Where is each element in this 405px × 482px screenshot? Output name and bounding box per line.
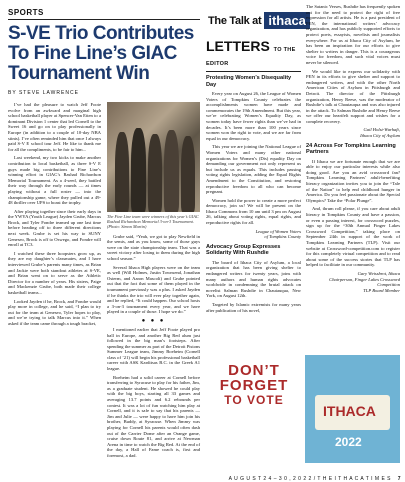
letters-title	[206, 40, 301, 68]
letter-signature	[306, 127, 400, 138]
ad-year: 2022	[335, 435, 362, 449]
sports-para: I watched these three hoopsters grow up, as they are my daughter’s classmates, and I have interviewed Grube’s parents many times, as Brian and Jackie were both standout athletes at S-VE, and Brian went on to serve as the Athletic Director for a number of years. His sisters, Paige and Mackenzie Grube, both made their college basketball teams...	[8, 250, 101, 295]
sig-line: of Tompkins County	[264, 234, 301, 240]
letter-para: And, thrum roll please, if you care about adult literacy in Tompkins County and have a passion, or even a passing interest, for crossword puzzles, sign up for the “30th Annual Finger Lakes Crossword Competition,” taking place on September 24th in support of the work of Tompkins Learning Partners (TLP). Visit our website at Crossword-competition.com to register for this completely virtual competition and to read about some of the success stories that TLP has helped to facilitate in our community.	[306, 206, 400, 268]
letters-col-1	[206, 40, 301, 316]
sig-line: Ithaca City of Asylum	[360, 133, 400, 139]
sports-col-2	[107, 102, 200, 462]
brand-sub: com	[301, 28, 308, 32]
letter-para: Women hold the power to create a more perfect democracy, join us! We will be present on the Ithaca Commons from 10 am until 3 pm on August 26, talking about voting rights, equal rights, and reproductive rights for all.	[206, 197, 301, 226]
sig-line: Chairperson, Finger Lakes Crossword	[329, 276, 400, 282]
sports-para: Last weekend, my two kicks to make another contribution to local basketball, as three S-V E guys made big contributions to Fine Line’s winning effort in GIAC’s Rashad Richardson Memorial Tournament. As a 4-seed, they battled their way through the early rounds — at times playing without a full roster — into the championship game, where they pulled out a 49-48 thriller over UPS to boast the trophy.	[8, 155, 101, 206]
letter-para: We would like to express our solidarity with PEN in its efforts to give shelter and support to endangered writers, and with the other North American Cities of Asylum in Pittsburgh and Detroit. The director of the Pittsburgh organization, Henry Reese, was the moderator of Rushdie’s talk at Chautauqua and was also injured in the attack. To Salman Rushdie and Henry Reese we offer our heartfelt support and wishes for a complete recovery.	[306, 68, 400, 124]
headline: S-VE Trio Contributes To Fine Line’s GIAC Tournament Win	[8, 23, 194, 84]
sports-para: Boeheim had a solid career at Cornell before transferring to Syracuse to play for his father, Jim, as a graduate student. He showed he could play with the big boys, starting all 33 games and averaging 13.7 points and 6.2 rebounds per contest. It was a lot of fun watching him play at Cornell, and it is safe to say that his parents — Jim and Julie — were happy to have him join his brother, Buddy, at Syracuse. When Jimmy was playing for Cornell his parents would often dash out of the Carrier Dome after an Orange game, cruise down Route 81, and arrive at Newman Arena in time to watch the Big Red. At the end of the day, a Hall of Fame coach is, first and foremost, a dad.	[107, 374, 200, 458]
letter-para: If Ithaca we are fortunate enough that we are able to enjoy our particular interests while also doing good. Are you an avid crossword fan? Tompkins Learning Partners’ adult-benefiting literacy organization invites you to join the “Tale of the Nation” to help end childhood hunger in America. Do you feel passionate about the Special Olympics? Take the “Polar Plunge”.	[306, 158, 400, 203]
team-photo	[107, 102, 200, 212]
talk-at-ithaca-logo	[208, 12, 310, 32]
letter-headline: 24 Across For Tompkins Learning Partners	[306, 142, 396, 156]
ithaca-brand	[264, 12, 310, 32]
ad-line: FORGET	[219, 377, 289, 394]
ad-brand: ITHACA	[323, 403, 376, 419]
letter-headline: Advocacy Group Expresses Solidarity With Rushdie	[206, 243, 281, 257]
section-tag: SPORTS	[8, 8, 44, 17]
vote-ad	[205, 355, 400, 463]
letter-signature	[206, 229, 301, 240]
ad-line: DON’T	[228, 362, 280, 379]
sports-para: I mentioned earlier that Jeff Foote played pro ball in Europe, and another Big Red alum just followed in the big man’s footsteps. After spending the summer as part of the Detroit Pistons Summer League team, Jimmy Boeheim (Cornell class of ’21) will begin his professional basketball career with ASK Karditsas B.C. in the Greek A1 league.	[107, 326, 200, 372]
ad-graphic	[305, 355, 400, 463]
letter-para: Every year on August 26, the League of Women Voters of Tompkins County celebrates the accomplishments women have made and commemorates the 19th Amendment. But this year, we’re celebrating Women’s Equality Day, as women today have fewer rights than we’ve had in decades. It’s been more than 100 years since women won the right to vote, and we are far from equal in our democracy.	[206, 91, 301, 141]
letter-headline: Protesting Women’s Disequality Day	[206, 75, 292, 88]
sports-para: After playing together since their early days in the YWYA (Youth League) Jayden Grube, Marcus Brock, and Tyler Fondre teamed up one last time before heading off to three different directions next week. Grube is set his way to SUNY Geneseo, Brock is off to Oswego, and Fondre will enroll at TC3.	[8, 208, 101, 248]
sports-section	[8, 0, 200, 462]
sports-para: I’ve had the pleasure to watch Jeff Foote evolve from an awkward and marginal high school basketball player at Spencer-Van Etten to a dominant Division 1 center that led Cornell to the Sweet 16 and go on to play professionally in Europe (in addition to a couple of 10-day NBA stints). I’ve often reminded him that once I always paid S-V E school tour Jeff. He like to thank me for all the compliments, to be fair to him...	[8, 102, 101, 152]
talk-prefix: The Talk at	[208, 14, 262, 27]
letters-to: TO	[273, 47, 282, 53]
byline: BY STEVE LAWRENCE	[8, 90, 79, 96]
divider	[8, 19, 200, 20]
sports-para: Looked Jayden if he, Brock, and Fondre would play more in college, and he said, “I plan to try out for the team at Geneseo, Tyler hopes to play, and we’re trying to talk Marcus into it.” When asked if the team came through a tough bracket,	[8, 298, 101, 326]
ad-text	[205, 363, 303, 408]
letter-para: The Satanic Verses, Rushdie has frequently spoken out for the need to protect the right of free expression for all artists. He is a past president of PEN, the international writers’ advocacy organization, and has publicly supported efforts to protect poets, essayists, novelists and journalists everywhere. For us at Ithaca City of Asylum, he has been an inspiration for our efforts to give shelter to writers in danger. This is a courageous voice for freedom, and such vital voices must never be silenced.	[306, 4, 400, 65]
sig-line: Competition	[377, 282, 400, 288]
letter-para: Targeted by Islamic extremists for many years after publication of his novel,	[206, 302, 301, 313]
brand-text: ithaca	[268, 13, 306, 28]
sports-para: Grube said, “Yeah, we got to play Newfield in the semis, and as you know, some of those guys were on the state championship team. That was a sweet victory after losing to them during the high school season.”	[107, 233, 200, 261]
sig-line: TLP Board Member	[363, 287, 400, 293]
sports-para: Several Ithaca High players were on the team as well (Will Holmes, Justin Townsend, Jonathan Osterm, and Aaron Mascoli) and Grube pointed out that the fact that some of them played in the tournament previously was a plus. I asked Jayden if he thinks the trio will ever play together again, and he replied, “It could happen. Our school hosts a 3-on-3 tournament every year, and we have played in a couple of those. I hope we do.”	[107, 264, 200, 315]
sig-line: Gary Weissbrot, Ithaca	[357, 270, 400, 276]
page-number: 7	[397, 476, 401, 482]
photo-caption: The Fine Line team were winners of this year’s GIAC Rashad Richardson Memorial 3-on-3 Tournament. (Photo: Simon Martin)	[107, 214, 199, 230]
letter-para: This year we are joining the National League of Women Voters and many other national organizations for Women’s (Dis) equality Day on demanding our government not only represent us but include us as equals. This includes passing voting rights legislation, adding the Equal Rights Amendment to the Constitution, and restoring reproductive freedom to all who can become pregnant.	[206, 144, 301, 195]
letter-para: The board of Ithaca City of Asylum, a local organization that has been giving shelter to endangered writers for twenty years, joins with many authors and human rights advocates worldwide in condemning the brutal attack on novelist Salman Rushdie in Chautauqua, New York, on August 12th.	[206, 259, 301, 299]
section-break: ● ● ●	[141, 317, 166, 324]
letter-signature	[306, 271, 400, 293]
letters-col-2	[306, 4, 400, 297]
sig-line: League of Women Voters	[255, 228, 301, 234]
sig-line: Gail Holst-Warhaft,	[363, 127, 400, 133]
footer-date: A U G U S T 2 4 – 3 0 , 2 0 2 2 / T H E I T H A C A T I M E S	[228, 476, 391, 482]
sports-col-1	[8, 102, 101, 462]
divider	[206, 71, 301, 72]
ad-line: TO VOTE	[224, 393, 284, 407]
letters-editor: THE EDITOR	[206, 47, 296, 67]
letters-word: LETTERS	[206, 38, 270, 54]
